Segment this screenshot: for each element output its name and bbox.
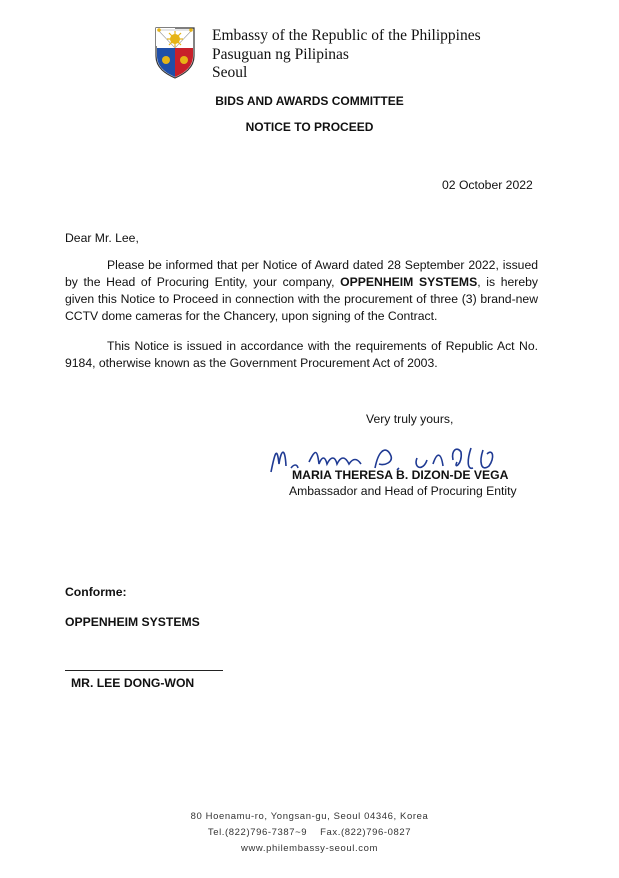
footer-phone: Tel.(822)796-7387~9 Fax.(822)796-0827	[207, 827, 412, 838]
philippine-seal-icon	[150, 22, 200, 80]
letterhead-line-2: Pasuguan ng Pilipinas	[212, 46, 349, 63]
letterhead-line-1: Embassy of the Republic of the Philippines	[212, 27, 481, 44]
body-paragraph-2: This Notice is issued in accordance with the requirements of Republic Act No. 9184, otherwise known as the Government Procurement Act of 2003.	[65, 339, 538, 370]
document-title: NOTICE TO PROCEED	[245, 120, 374, 134]
letterhead-line-3: Seoul	[212, 64, 248, 81]
body-paragraph-1	[65, 257, 538, 325]
body-p1-company: OPPENHEIM SYSTEMS	[340, 275, 478, 289]
conforme-company: OPPENHEIM SYSTEMS	[65, 615, 200, 629]
salutation: Dear Mr. Lee,	[65, 231, 139, 245]
conforme-name: MR. LEE DONG-WON	[71, 676, 195, 690]
conforme-label: Conforme:	[65, 585, 127, 599]
body-p1-text-b: , is hereby given this Notice to Proceed in connection with the procurement of three (3) brand-new CCTV dome cameras for the Chancery, upon signing of the Contract.	[65, 275, 538, 323]
signatory-title: Ambassador and Head of Procuring Entity	[289, 484, 517, 498]
footer-address: 80 Hoenamu-ro, Yongsan-gu, Seoul 04346, Korea	[190, 811, 429, 822]
committee-heading: BIDS AND AWARDS COMMITTEE	[215, 94, 404, 108]
letter-date: 02 October 2022	[442, 178, 533, 192]
footer-website: www.philembassy-seoul.com	[241, 843, 378, 854]
body-p1-text-a: Please be informed that per Notice of Award dated 28 September 2022, issued by the Head of Procuring Entity, your company,	[65, 258, 538, 289]
closing: Very truly yours,	[366, 412, 454, 426]
signatory-name: MARIA THERESA B. DIZON-DE VEGA	[292, 468, 509, 482]
conforme-signature-line	[65, 670, 223, 671]
